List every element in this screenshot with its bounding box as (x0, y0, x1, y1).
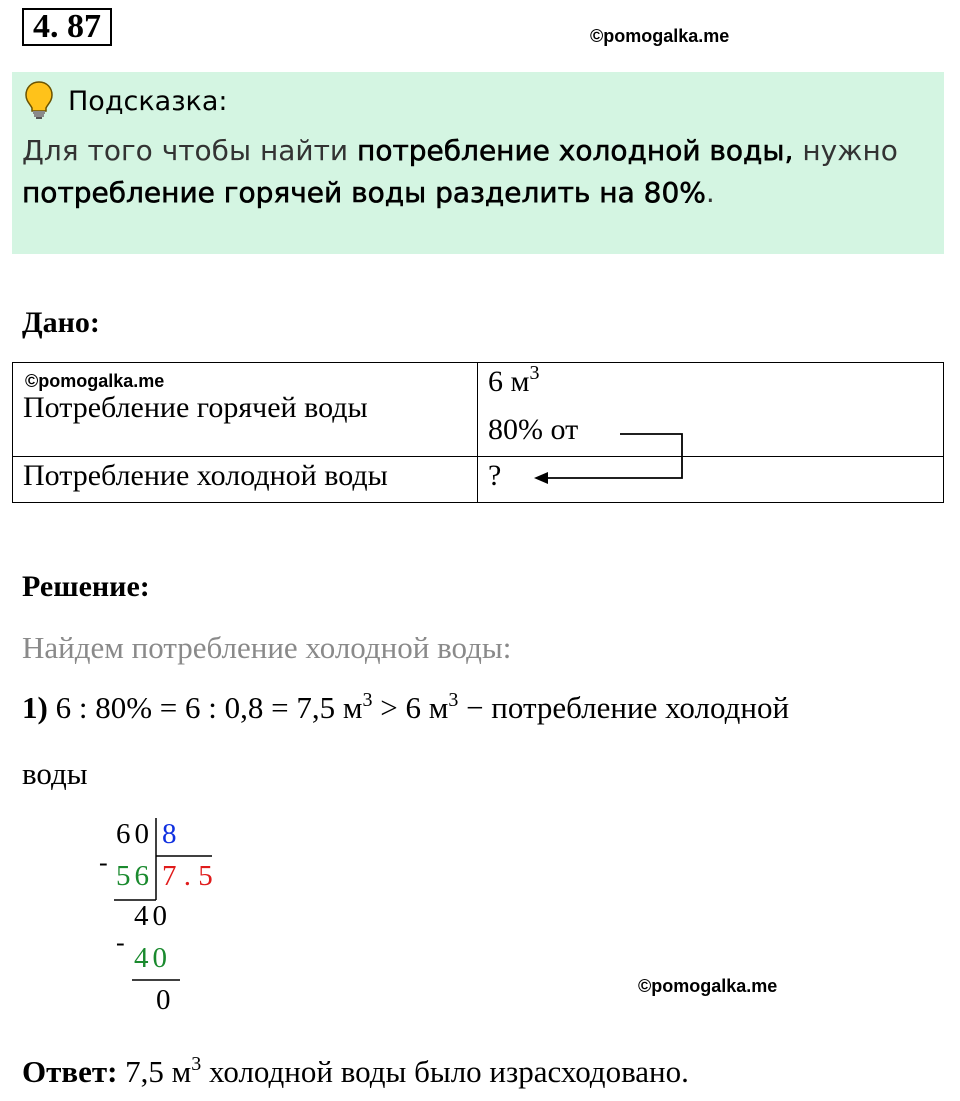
division-minus-2: - (116, 928, 125, 957)
answer-label: Ответ: (22, 1054, 118, 1089)
given-value-hot-volume-base: 6 м (488, 365, 530, 398)
hint-line-2-bold: потребление горячей воды разделить на 80% (22, 176, 706, 209)
division-subtrahend-1: 56 (116, 860, 153, 892)
task-number: 4. 87 (22, 8, 112, 46)
watermark-bottom: ©pomogalka.me (638, 976, 778, 996)
watermark-top: ©pomogalka.me (590, 26, 730, 46)
given-label-cold: Потребление холодной воды (13, 457, 478, 503)
answer-exp: 3 (191, 1053, 202, 1075)
step-exp-2: 3 (448, 689, 459, 711)
solution-heading: Решение: (22, 570, 150, 603)
division-quotient: 7 . 5 (162, 860, 213, 892)
division-divisor: 8 (162, 818, 181, 850)
given-heading: Дано: (22, 306, 100, 339)
given-label-hot-text: Потребление горячей воды (23, 391, 368, 424)
division-minus-1: - (99, 848, 108, 877)
division-remainder-2: 0 (156, 984, 175, 1016)
division-remainder-1: 40 (134, 900, 171, 932)
step-label: 1) (22, 690, 48, 725)
hint-line-2-tail: . (705, 176, 715, 209)
hint-line-1-bold: потребление холодной воды, (357, 134, 794, 167)
step-exp-1: 3 (362, 689, 373, 711)
answer (22, 1054, 689, 1090)
hint-line-1-tail: нужно (793, 134, 898, 167)
solution-intro: Найдем потребление холодной воды: (22, 630, 512, 665)
hint-line-1-plain: Для того чтобы найти (22, 134, 358, 167)
division-dividend: 60 (116, 818, 153, 850)
step-tail: − потребление холодной (458, 690, 790, 725)
step-expression: 6 : 80% = 6 : 0,8 = 7,5 м (55, 690, 363, 725)
given-value-hot-percent: 80% от (488, 413, 579, 446)
given-value-cold: ? (478, 457, 944, 503)
step-compare: > 6 м (372, 690, 449, 725)
watermark-table: ©pomogalka.me (25, 371, 165, 391)
solution-step-1-cont: воды (22, 756, 88, 791)
answer-value: 7,5 м (117, 1054, 192, 1089)
answer-tail: холодной воды было израсходовано. (201, 1054, 689, 1089)
hint-title: Подсказка: (68, 86, 228, 117)
given-value-hot-volume-exp: 3 (529, 362, 540, 384)
division-subtrahend-2: 40 (134, 942, 171, 974)
